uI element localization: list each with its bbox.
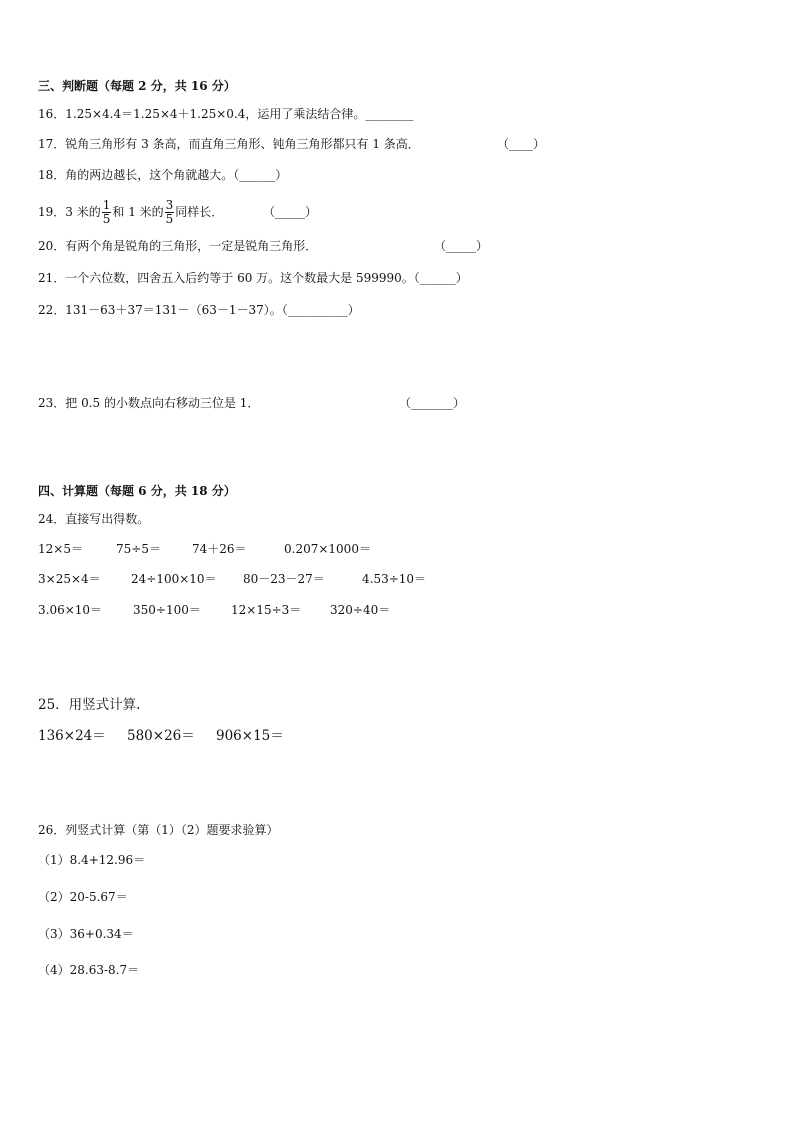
question-19-part3: 同样长． [175, 205, 224, 219]
question-19-blank: （_____） [263, 205, 318, 219]
fraction-denominator: 5 [102, 212, 111, 226]
question-17-blank: （____） [497, 137, 546, 151]
mental-math-item: 12×5＝ [38, 542, 83, 556]
question-18: 18．角的两边越长，这个角就越大。（______） [38, 168, 288, 182]
section-3-title: 三、判断题（每题 2 分，共 16 分） [38, 79, 236, 93]
mental-math-item: 0.207×1000＝ [284, 542, 371, 556]
question-26-prompt: 26．列竖式计算（第（1）（2）题要求验算） [38, 823, 279, 837]
question-16: 16．1.25×4.4＝1.25×4＋1.25×0.4，运用了乘法结合律。________ [38, 107, 414, 121]
q26-item-3: （3）36+0.34＝ [38, 927, 134, 941]
mental-math-item: 350÷100＝ [133, 603, 201, 617]
vertical-calc-item: 906×15＝ [216, 728, 284, 744]
question-21: 21．一个六位数，四舍五入后约等于 60 万。这个数最大是 599990。（______） [38, 271, 468, 285]
mental-math-item: 74＋26＝ [192, 542, 247, 556]
mental-math-item: 320÷40＝ [330, 603, 391, 617]
fraction-numerator: 1 [102, 198, 111, 212]
fraction-three-fifths [165, 199, 175, 226]
fraction-denominator: 5 [165, 212, 174, 226]
q26-item-1: （1）8.4+12.96＝ [38, 853, 146, 867]
vertical-calc-item: 580×26＝ [127, 728, 195, 744]
question-22: 22．131－63＋37＝131－（63－1－37）。（__________） [38, 303, 360, 317]
vertical-calc-item: 136×24＝ [38, 728, 106, 744]
question-19 [38, 192, 318, 232]
mental-math-item: 75÷5＝ [116, 542, 161, 556]
question-23-text: 23．把 0.5 的小数点向右移动三位是 1． [38, 396, 260, 410]
mental-math-item: 3×25×4＝ [38, 572, 101, 586]
question-17-text: 17．锐角三角形有 3 条高，而直角三角形、钝角三角形都只有 1 条高． [38, 137, 420, 151]
question-23 [38, 395, 466, 411]
fraction-numerator: 3 [165, 198, 174, 212]
mental-math-item: 24÷100×10＝ [131, 572, 217, 586]
mental-math-item: 4.53÷10＝ [362, 572, 427, 586]
question-20-blank: （_____） [434, 239, 489, 253]
section-4-title: 四、计算题（每题 6 分，共 18 分） [38, 484, 236, 498]
question-19-part1: 19．3 米的 [38, 205, 101, 219]
mental-math-item: 3.06×10＝ [38, 603, 103, 617]
question-20-text: 20．有两个角是锐角的三角形，一定是锐角三角形． [38, 239, 318, 253]
question-23-blank: （_______） [399, 396, 466, 410]
question-19-part2: 和 1 米的 [112, 205, 164, 219]
mental-math-item: 12×15÷3＝ [231, 603, 302, 617]
q26-item-4: （4）28.63-8.7＝ [38, 963, 140, 977]
fraction-one-fifth [102, 199, 112, 226]
question-17 [38, 136, 546, 152]
mental-math-item: 80－23－27＝ [243, 572, 325, 586]
question-20 [38, 238, 489, 254]
q26-item-2: （2）20-5.67＝ [38, 890, 128, 904]
question-24-prompt: 24．直接写出得数。 [38, 512, 150, 526]
question-25-prompt: 25．用竖式计算. [38, 697, 141, 713]
